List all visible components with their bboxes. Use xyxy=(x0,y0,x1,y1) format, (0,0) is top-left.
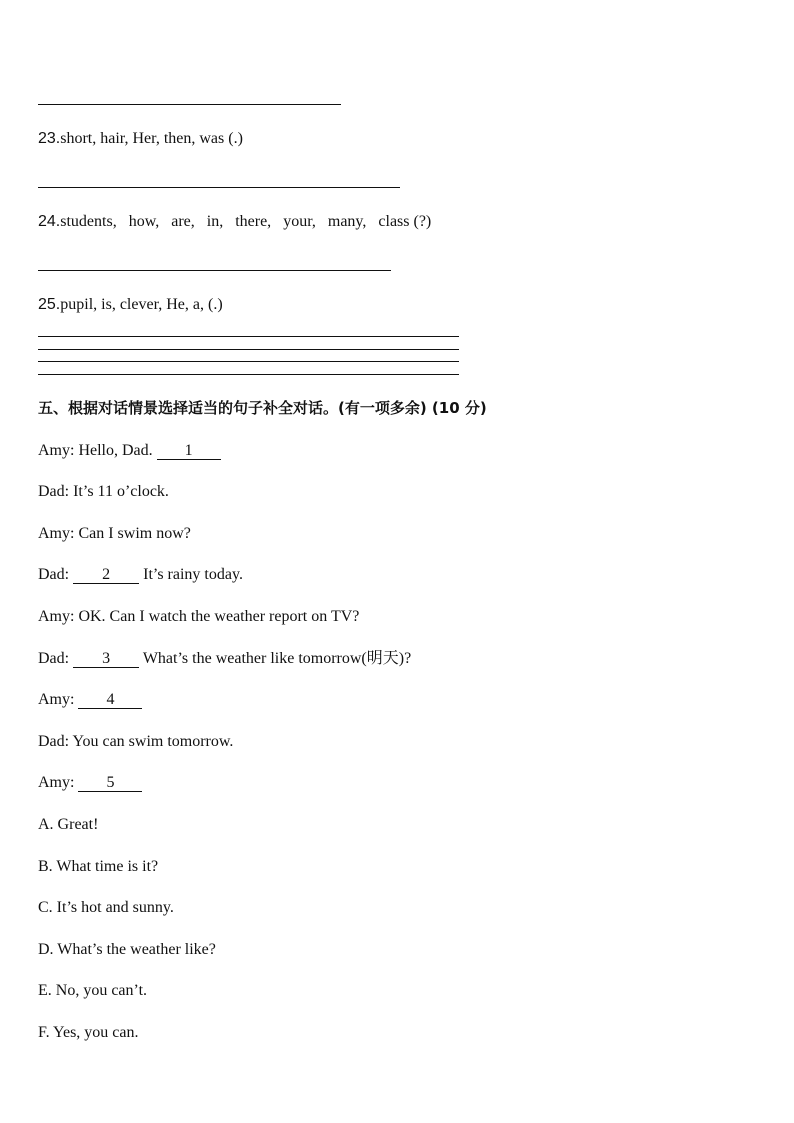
answer-line-25d[interactable] xyxy=(38,374,459,375)
dialogue-line-8 xyxy=(38,732,233,752)
question-25 xyxy=(38,295,223,315)
dialogue-text: Amy: Can I swim now? xyxy=(38,525,191,542)
answer-blank-5[interactable]: 5 xyxy=(78,775,142,792)
dialogue-text: Dad: It’s 11 o’clock. xyxy=(38,483,169,500)
dialogue-line-2 xyxy=(38,482,169,502)
dialogue-line-3 xyxy=(38,524,191,544)
question-number: 23. xyxy=(38,130,61,147)
option-d: D. What’s the weather like? xyxy=(38,941,216,958)
answer-line-25c[interactable] xyxy=(38,361,459,362)
dialogue-line-7 xyxy=(38,690,142,710)
dialogue-text: Amy: Hello, Dad. xyxy=(38,442,157,459)
answer-blank-3[interactable]: 3 xyxy=(73,651,139,668)
answer-line-25a[interactable] xyxy=(38,336,459,337)
question-word: many, xyxy=(327,213,367,230)
dialogue-text: Dad: You can swim tomorrow. xyxy=(38,733,234,750)
dialogue-line-5 xyxy=(38,607,359,627)
question-word: class (?) xyxy=(378,213,432,230)
question-word: students, xyxy=(60,213,117,230)
answer-line-24[interactable] xyxy=(38,270,391,271)
answer-blank-4[interactable]: 4 xyxy=(78,692,142,709)
answer-line-23[interactable] xyxy=(38,187,400,188)
option-b: B. What time is it? xyxy=(38,858,159,875)
dialogue-text: Amy: xyxy=(38,691,79,708)
question-24 xyxy=(38,212,431,232)
dialogue-text: Dad: xyxy=(38,566,74,583)
question-words: short, hair, Her, then, was (.) xyxy=(60,130,243,147)
answer-line-22[interactable] xyxy=(38,104,341,105)
option-f: F. Yes, you can. xyxy=(38,1024,139,1041)
dialogue-text: Dad: xyxy=(38,650,74,667)
dialogue-text: It’s rainy today. xyxy=(139,566,243,583)
option-a: A. Great! xyxy=(38,816,99,833)
section-title: 五、根据对话情景选择适当的句子补全对话。(有一项多余) (10 分) xyxy=(38,399,487,417)
answer-line-25b[interactable] xyxy=(38,349,459,350)
dialogue-line-1 xyxy=(38,441,221,461)
question-words: pupil, is, clever, He, a, (.) xyxy=(60,296,223,313)
question-word: are, xyxy=(171,213,195,230)
question-word: there, xyxy=(235,213,272,230)
dialogue-text: Amy: OK. Can I watch the weather report on TV? xyxy=(38,608,360,625)
option-e: E. No, you can’t. xyxy=(38,982,148,999)
dialogue-text: What’s the weather like tomorrow(明天)? xyxy=(139,650,412,667)
question-number: 25. xyxy=(38,296,61,313)
dialogue-line-4 xyxy=(38,565,243,585)
dialogue-line-6 xyxy=(38,649,411,669)
answer-blank-2[interactable]: 2 xyxy=(73,567,139,584)
question-word: how, xyxy=(128,213,160,230)
question-number: 24. xyxy=(38,213,61,230)
question-word: in, xyxy=(206,213,224,230)
question-word: your, xyxy=(283,213,316,230)
option-c: C. It’s hot and sunny. xyxy=(38,899,174,916)
dialogue-line-9 xyxy=(38,773,142,793)
dialogue-text: Amy: xyxy=(38,774,79,791)
answer-blank-1[interactable]: 1 xyxy=(157,443,221,460)
question-23 xyxy=(38,129,243,149)
